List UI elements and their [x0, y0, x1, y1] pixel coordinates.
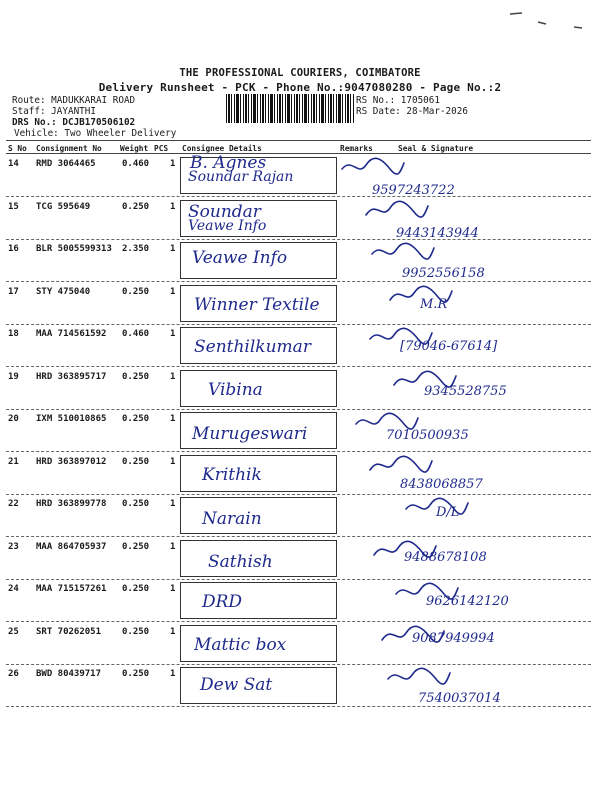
row-pcs: 1: [170, 371, 176, 382]
row-consignment-no: RMD 3064465: [36, 159, 96, 169]
consignee-handwritten: Mattic box: [194, 634, 287, 655]
row-sno: 15: [8, 201, 19, 212]
header-top-rule: [6, 140, 591, 141]
row-sno: 22: [8, 499, 19, 509]
row-consignment-no: BLR 5005599313: [36, 244, 112, 254]
row-consignment-no: SRT 70262051: [36, 626, 102, 637]
row-consignment-no: HRD 363895717: [36, 371, 107, 382]
consignee-handwritten: Dew Sat: [200, 675, 273, 695]
company-title: THE PROFESSIONAL COURIERS, COIMBATORE: [179, 67, 421, 79]
signature-scribble: [338, 155, 408, 181]
consignee-handwritten-line2: Veawe Info: [188, 217, 267, 234]
remark-handwritten: 9345528755: [424, 383, 507, 399]
row-weight: 0.250: [122, 584, 150, 594]
col-header-pcs: PCS: [154, 144, 169, 153]
runsheet-title: Delivery Runsheet - PCK - Phone No.:9047080280 - Page No.:2: [98, 81, 502, 94]
row-weight: 0.250: [122, 286, 150, 297]
row-sno: 14: [8, 159, 19, 169]
signature-scribble: [366, 325, 436, 351]
row-separator: [6, 706, 591, 707]
rs-date-text: RS Date: 28-Mar-2026: [356, 106, 468, 117]
consignee-handwritten: Sathish: [208, 551, 273, 572]
signature-scribble: [402, 495, 472, 521]
table-row: [0, 325, 600, 367]
row-weight: 0.250: [122, 669, 150, 679]
signature-scribble: [368, 240, 438, 266]
remark-handwritten: 9087949994: [412, 630, 495, 646]
row-consignment-no: MAA 714561592: [36, 329, 107, 339]
consignee-handwritten: Vibina: [208, 379, 263, 400]
row-pcs: 1: [170, 541, 176, 552]
row-pcs: 1: [170, 244, 176, 254]
remark-handwritten: 7540037014: [418, 691, 501, 706]
remark-handwritten: 9626142120: [426, 594, 509, 609]
signature-scribble: [392, 580, 462, 606]
row-weight: 0.250: [122, 541, 150, 552]
row-sno: 23: [8, 541, 19, 552]
row-sno: 20: [8, 414, 19, 424]
staff-text: Staff: JAYANTHI: [12, 106, 96, 117]
remark-handwritten: 9443143944: [396, 225, 479, 241]
table-row: [0, 453, 600, 495]
row-consignment-no: HRD 363899778: [36, 499, 107, 509]
row-pcs: 1: [170, 669, 176, 679]
consignee-handwritten: Soundar: [188, 201, 261, 222]
consignee-handwritten: Krithik: [202, 464, 262, 485]
signature-scribble: [362, 198, 432, 224]
row-weight: 0.250: [122, 371, 150, 382]
barcode: [226, 94, 354, 123]
row-weight: 0.250: [122, 201, 150, 212]
row-weight: 0.250: [122, 456, 150, 467]
row-sno: 24: [8, 584, 19, 594]
row-weight: 2.350: [122, 244, 150, 254]
table-row: [0, 623, 600, 665]
vehicle-text: Vehicle: Two Wheeler Delivery: [14, 128, 177, 139]
table-row: [0, 495, 600, 537]
col-header-seal: Seal & Signature: [398, 144, 474, 153]
row-sno: 19: [8, 371, 19, 382]
row-pcs: 1: [170, 201, 176, 212]
consignee-handwritten: B. Agnes: [190, 153, 267, 173]
remark-handwritten: [79046-67614]: [400, 339, 498, 354]
consignee-handwritten: DRD: [202, 592, 243, 612]
row-weight: 0.460: [122, 159, 150, 169]
route-text: Route: MADUKKARAI ROAD: [12, 95, 136, 106]
consignee-handwritten: Murugeswari: [192, 424, 308, 444]
header-bottom-rule: [6, 153, 591, 154]
remark-handwritten: 9952556158: [402, 266, 485, 281]
col-header-weight: Weight: [120, 144, 149, 153]
signature-scribble: [378, 623, 448, 649]
row-weight: 0.250: [122, 626, 150, 637]
row-pcs: 1: [170, 626, 176, 637]
row-sno: 21: [8, 456, 19, 467]
row-sno: 26: [8, 669, 19, 679]
remark-handwritten: M.R: [420, 296, 448, 312]
row-pcs: 1: [170, 159, 176, 169]
col-header-consignee: Consignee Details: [182, 144, 262, 153]
remark-handwritten: 7010500935: [386, 428, 469, 443]
consignee-handwritten-line2: Soundar Rajan: [188, 169, 294, 185]
table-row: [0, 665, 600, 707]
row-consignment-no: MAA 864705937: [36, 541, 107, 552]
signature-scribble: [370, 538, 440, 564]
consignee-handwritten: Narain: [202, 509, 262, 529]
row-consignment-no: MAA 715157261: [36, 584, 107, 594]
table-row: [0, 283, 600, 325]
col-header-sno: S No: [8, 144, 27, 153]
row-sno: 17: [8, 286, 19, 297]
col-header-remarks: Remarks: [340, 144, 373, 153]
row-consignment-no: BWD 80439717: [36, 669, 102, 679]
remark-handwritten: 9488678108: [404, 549, 487, 565]
rs-no-text: RS No.: 1705061: [356, 95, 440, 106]
table-row: [0, 368, 600, 410]
table-row: [0, 240, 600, 282]
row-consignment-no: IXM 510010865: [36, 414, 107, 424]
signature-scribble: [386, 283, 456, 309]
row-pcs: 1: [170, 499, 176, 509]
row-sno: 16: [8, 244, 19, 254]
consignee-handwritten: Veawe Info: [192, 248, 288, 268]
remark-handwritten: D/L: [436, 505, 460, 520]
table-row: [0, 155, 600, 197]
signature-scribble: [384, 665, 454, 691]
signature-scribble: [366, 453, 436, 479]
consignee-handwritten: Winner Textile: [194, 294, 320, 315]
row-pcs: 1: [170, 286, 176, 297]
row-weight: 0.250: [122, 499, 150, 509]
row-consignment-no: TCG 595649: [36, 201, 91, 212]
table-row: [0, 198, 600, 240]
table-row: [0, 410, 600, 452]
row-weight: 0.460: [122, 329, 150, 339]
consignee-handwritten: Senthilkumar: [194, 337, 311, 357]
remark-handwritten: 8438068857: [400, 476, 483, 492]
remark-handwritten: 9597243722: [372, 183, 455, 198]
col-header-consignment: Consignment No: [36, 144, 102, 153]
drs-text: DRS No.: DCJB170506102: [12, 117, 136, 128]
row-weight: 0.250: [122, 414, 150, 424]
row-pcs: 1: [170, 329, 176, 339]
row-consignment-no: STY 475040: [36, 286, 91, 297]
row-pcs: 1: [170, 584, 176, 594]
row-consignment-no: HRD 363897012: [36, 456, 107, 467]
row-pcs: 1: [170, 414, 176, 424]
row-pcs: 1: [170, 456, 176, 467]
row-sno: 25: [8, 626, 19, 637]
table-row: [0, 580, 600, 622]
row-sno: 18: [8, 329, 19, 339]
signature-scribble: [352, 410, 422, 436]
table-row: [0, 538, 600, 580]
scan-marks: [0, 0, 600, 40]
signature-scribble: [390, 368, 460, 394]
